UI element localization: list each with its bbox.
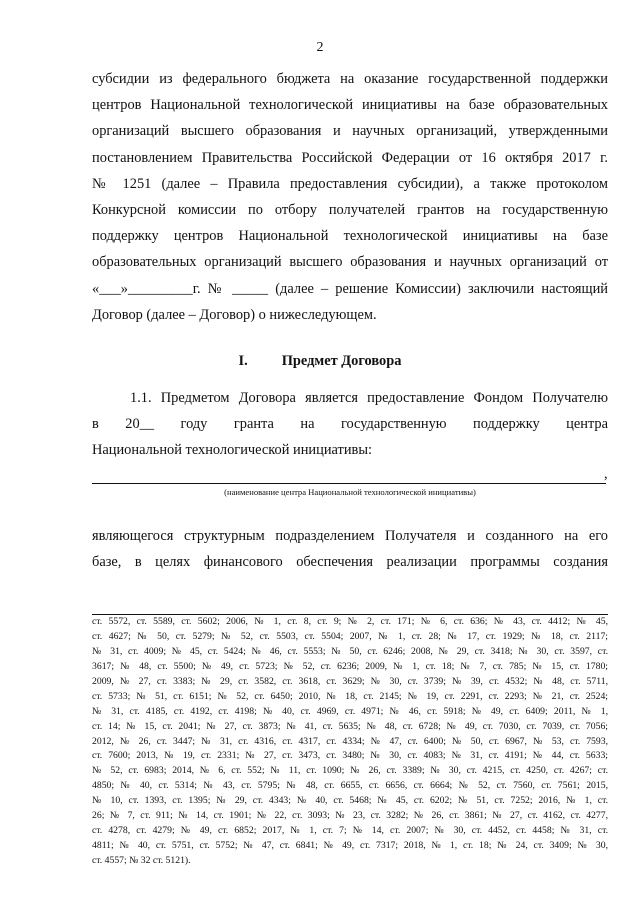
intro-paragraph (92, 66, 608, 328)
text-line: Конкурсной комиссии по отбору получателей грантов на государственную (92, 201, 608, 218)
footnote-line: 26; № 7, ст. 911; № 14, ст. 1901; № 22, ст. 3093; № 23, ст. 3282; № 26, ст. 3861; № 27, ст. 4162, ст. 4277, (92, 810, 608, 822)
continuation-paragraph (92, 523, 608, 575)
fill-in-comma: , (604, 466, 608, 482)
text-line: организаций высшего образования и научных организаций, утвержденными (92, 123, 608, 140)
footnote-line: ст. 4278, ст. 4279; № 49, ст. 6852; 2017, № 1, ст. 7; № 14, ст. 2007; № 30, ст. 4452, ст. 4458; № 31, ст. (92, 825, 608, 837)
footnote-line: № 52, ст. 6983; 2014, № 6, ст. 552; № 11, ст. 1090; № 26, ст. 3389; № 30, ст. 4215, ст. 4250, ст. 4267; ст. (92, 765, 608, 777)
text-line: поддержку центров Национальной технологической инициативы на базе (92, 228, 608, 245)
text-line: «___»_________г. № _____ (далее – решение Комиссии) заключили настоящий (92, 280, 608, 297)
text-line: являющегося структурным подразделением Получателя и созданного на его (92, 528, 608, 544)
section-heading (0, 353, 640, 370)
fill-in-line (92, 483, 606, 484)
footnote-line: 4850; № 40, ст. 5314; № 43, ст. 5795; № 48, ст. 6655, ст. 6656, ст. 6664; № 52, ст. 7560, ст. 7561; 2015, (92, 780, 608, 792)
text-line: Договор (далее – Договор) о нижеследующем. (92, 306, 377, 323)
footnote-line: 2009, № 27, ст. 3383; № 29, ст. 3582, ст. 3618, ст. 3629; № 30, ст. 3739; № 39, ст. 4532; № 48, ст. 5711, (92, 675, 608, 687)
text-line: Национальной технологической инициативы: (92, 442, 372, 459)
footnote-line: ст. 5733; № 51, ст. 6151; № 52, ст. 6450; 2010, № 18, ст. 2145; № 19, ст. 2291, ст. 2293; № 21, ст. 2524; (92, 690, 608, 702)
footnote-line: ст. 7600; 2013, № 19, ст. 2331; № 27, ст. 3473, ст. 3480; № 30, ст. 4083; № 31, ст. 4191; № 44, ст. 5633; (92, 750, 608, 762)
footnote-block (92, 615, 608, 869)
footnote-line: № 10, ст. 1393, ст. 1395; № 29, ст. 4343; № 40, ст. 5468; № 45, ст. 6202; № 51, ст. 7252; 2016, № 1, ст. (92, 795, 608, 807)
section-title: Предмет Договора (281, 353, 402, 369)
text-line: центров Национальной технологической инициативы на базе образовательных (92, 97, 608, 114)
text-line: образовательных организаций высшего образования и научных организаций от (92, 254, 608, 271)
footnote-line: ст. 4627; № 50, ст. 5279; № 52, ст. 5503, ст. 5504; 2007, № 1, ст. 28; № 17, ст. 1929; № 18, ст. 2117; (92, 630, 608, 642)
text-line: постановлением Правительства Российской Федерации от 16 октября 2017 г. (92, 149, 608, 166)
text-line: субсидии из федерального бюджета на оказание государственной поддержки (92, 71, 608, 87)
text-line: базе, в целях финансового обеспечения реализации программы создания (92, 554, 608, 571)
section-number: I. (238, 353, 248, 369)
footnote-line: № 31, ст. 4009; № 45, ст. 5424; № 46, ст. 5553; № 50, ст. 6246; 2008, № 29, ст. 3418; № 30, ст. 3597, ст. (92, 645, 608, 657)
footnote-line: ст. 14; № 15, ст. 2041; № 27, ст. 3873; № 41, ст. 5635; № 48, ст. 6728; № 49, ст. 7030, ст. 7039, ст. 7056; (92, 720, 608, 732)
footnote-line: 4811; № 40, ст. 5751, ст. 5752; № 47, ст. 6841; № 49, ст. 7317; 2018, № 1, ст. 18; № 24, ст. 3409; № 30, (92, 840, 608, 852)
page-number: 2 (316, 40, 324, 55)
footnote-line: ст. 5572, ст. 5589, ст. 5602; 2006, № 1, ст. 8, ст. 9; № 2, ст. 171; № 6, ст. 636; № 43, ст. 4412; № 45, (92, 616, 608, 627)
fill-in-caption: (наименование центра Национальной технологической инициативы) (224, 487, 476, 497)
footnote-line: № 31, ст. 4185, ст. 4192, ст. 4198; № 40, ст. 4969, ст. 4971; № 46, ст. 5918; № 49, ст. 6409; 2011, № 1, (92, 705, 608, 717)
text-line: 1.1. Предметом Договора является предоставление Фондом Получателю (130, 390, 608, 406)
footnote-line: ст. 4557; № 32 ст. 5121). (92, 855, 191, 866)
clause-paragraph (92, 385, 608, 464)
text-line: в 20__ году гранта на государственную поддержку центра (92, 416, 608, 433)
text-line: № 1251 (далее – Правила предоставления субсидии), а также протоколом (92, 175, 608, 192)
footnote-line: 2012, № 26, ст. 3447; № 31, ст. 4316, ст. 4317, ст. 4334; № 47, ст. 6400; № 50, ст. 6967, № 53, ст. 7593, (92, 735, 608, 747)
footnote-line: 3617; № 48, ст. 5500; № 49, ст. 5723; № 52, ст. 6236; 2009, № 1, ст. 18; № 7, ст. 785; № 15, ст. 1780; (92, 660, 608, 672)
